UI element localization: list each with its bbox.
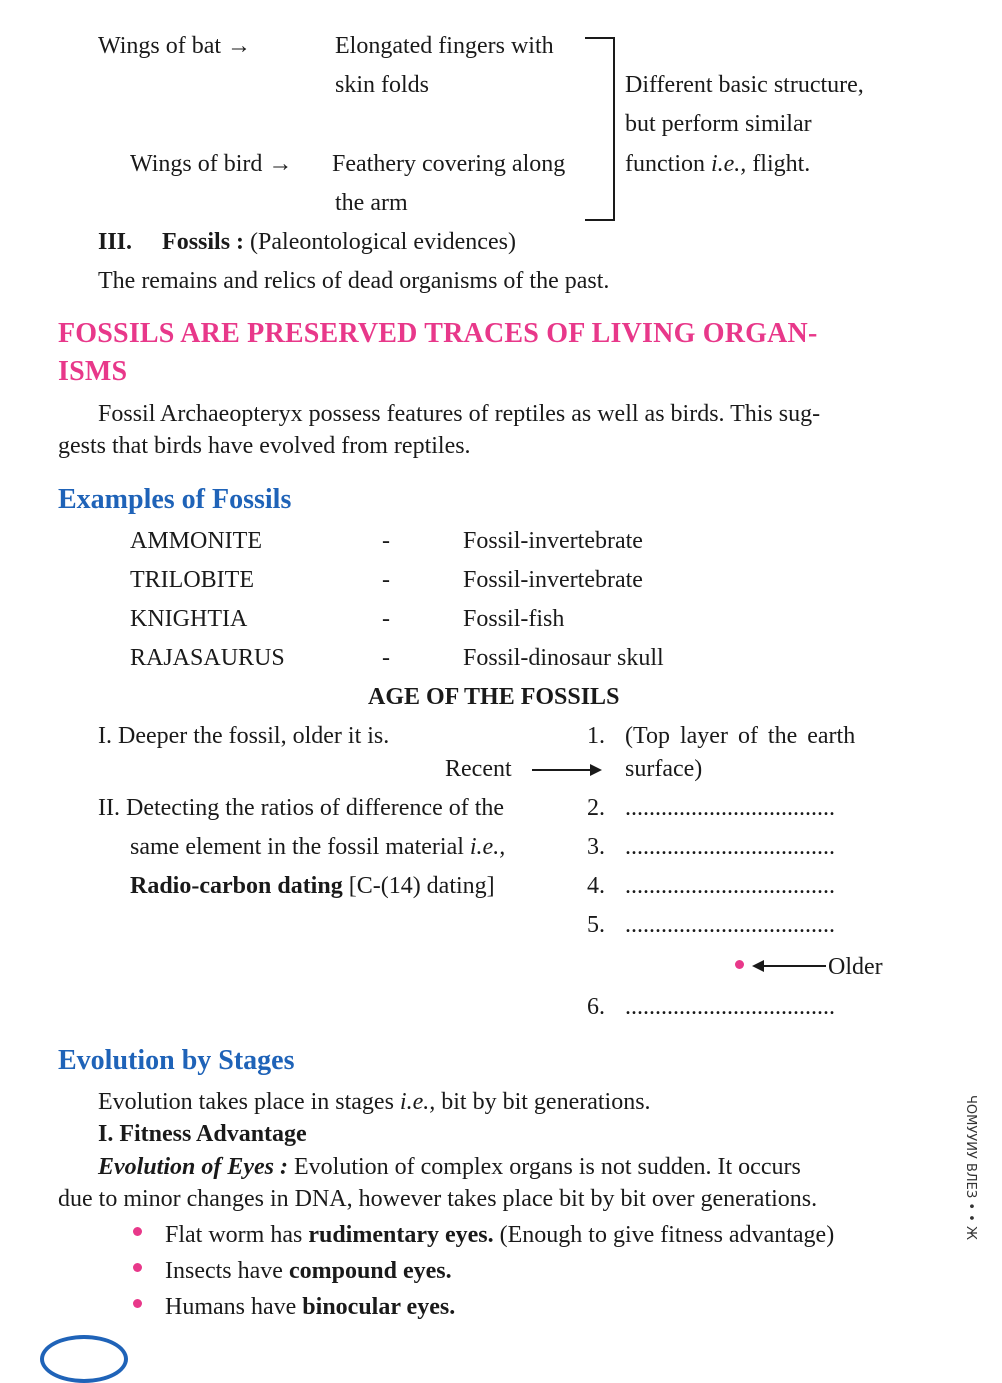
layer-num: 3. <box>587 834 605 860</box>
bird-wing-desc-1: Feathery covering along <box>332 151 566 177</box>
archaeopteryx-line2: gests that birds have evolved from reptiles. <box>58 433 471 459</box>
homology-note-3: function i.e., flight. <box>625 151 811 177</box>
archaeopteryx-line1: Fossil Archaeopteryx possess features of reptiles as well as birds. This sug- <box>98 401 821 427</box>
list-item: Flat worm has rudimentary eyes. (Enough to give fitness advantage) <box>165 1222 835 1248</box>
bat-wing-desc-1: Elongated fingers with <box>335 33 554 59</box>
example-type: Fossil-dinosaur skull <box>463 645 664 671</box>
example-dash: - <box>382 567 390 593</box>
age-point-1: I. Deeper the fossil, older it is. <box>98 723 390 749</box>
age-heading: AGE OF THE FOSSILS <box>368 684 620 710</box>
list-item: Humans have binocular eyes. <box>165 1294 456 1320</box>
stages-heading: Evolution by Stages <box>58 1045 295 1076</box>
bird-wing-desc-2: the arm <box>335 190 408 216</box>
layer-num: 5. <box>587 912 605 938</box>
example-dash: - <box>382 606 390 632</box>
fitness-heading: I. Fitness Advantage <box>98 1121 307 1147</box>
section-heading-pink-line1: FOSSILS ARE PRESERVED TRACES OF LIVING ORGAN- <box>58 318 818 349</box>
bullet-dot-icon <box>133 1299 142 1308</box>
grouping-bracket <box>585 37 615 221</box>
example-dash: - <box>382 528 390 554</box>
eyes-line2: due to minor changes in DNA, however takes place bit by bit over generations. <box>58 1186 818 1212</box>
homology-note-2: but perform similar <box>625 111 812 137</box>
recent-label: Recent <box>445 756 512 782</box>
bullet-dot-icon <box>133 1263 142 1272</box>
list-item: Insects have compound eyes. <box>165 1258 452 1284</box>
older-arrow-line <box>762 965 826 967</box>
layer-dots: ................................... <box>625 994 835 1020</box>
example-type: Fossil-invertebrate <box>463 528 643 554</box>
example-name: RAJASAURUS <box>130 645 285 671</box>
fossils-definition: The remains and relics of dead organisms of the past. <box>98 268 610 294</box>
layer-dots: ................................... <box>625 795 835 821</box>
eyes-line1: Evolution of Eyes : Evolution of complex organs is not sudden. It occurs <box>98 1154 801 1180</box>
layer-text-cont: surface) <box>625 756 703 782</box>
examples-heading: Examples of Fossils <box>58 484 292 515</box>
bullet-dot-icon <box>133 1227 142 1236</box>
layer-dots: ................................... <box>625 912 835 938</box>
example-type: Fossil-fish <box>463 606 565 632</box>
age-point-2-line3: Radio-carbon dating [C-(14) dating] <box>130 873 495 899</box>
older-label: Older <box>828 954 883 980</box>
example-name: TRILOBITE <box>130 567 254 593</box>
example-dash: - <box>382 645 390 671</box>
bullet-dot-icon <box>735 960 744 969</box>
example-name: AMMONITE <box>130 528 262 554</box>
layer-text: (Top layer of the earth <box>625 723 856 749</box>
layer-dots: ................................... <box>625 873 835 899</box>
margin-text: ЧОМУУИУ ВЛЕЗ • • Ж <box>963 1095 978 1240</box>
age-point-2-line2: same element in the fossil material i.e., <box>130 834 506 860</box>
homology-note-1: Different basic structure, <box>625 72 864 98</box>
recent-arrow-line <box>532 769 592 771</box>
layer-num: 6. <box>587 994 605 1020</box>
example-name: KNIGHTIA <box>130 606 248 632</box>
layer-dots: ................................... <box>625 834 835 860</box>
layer-num: 2. <box>587 795 605 821</box>
recent-arrow-icon <box>590 764 602 776</box>
stages-intro: Evolution takes place in stages i.e., bit by bit generations. <box>98 1089 651 1115</box>
age-point-2-line1: II. Detecting the ratios of difference of the <box>98 795 505 821</box>
bat-wing-desc-2: skin folds <box>335 72 430 98</box>
layer-num: 1. <box>587 723 605 749</box>
layer-num: 4. <box>587 873 605 899</box>
logo-icon <box>40 1335 128 1383</box>
fossils-subheading: III. Fossils : (Paleontological evidences) <box>98 229 516 255</box>
example-type: Fossil-invertebrate <box>463 567 643 593</box>
bat-wing-label: Wings of bat → <box>98 33 252 59</box>
bird-wing-label: Wings of bird → <box>130 151 293 177</box>
section-heading-pink-line2: ISMS <box>58 356 128 387</box>
